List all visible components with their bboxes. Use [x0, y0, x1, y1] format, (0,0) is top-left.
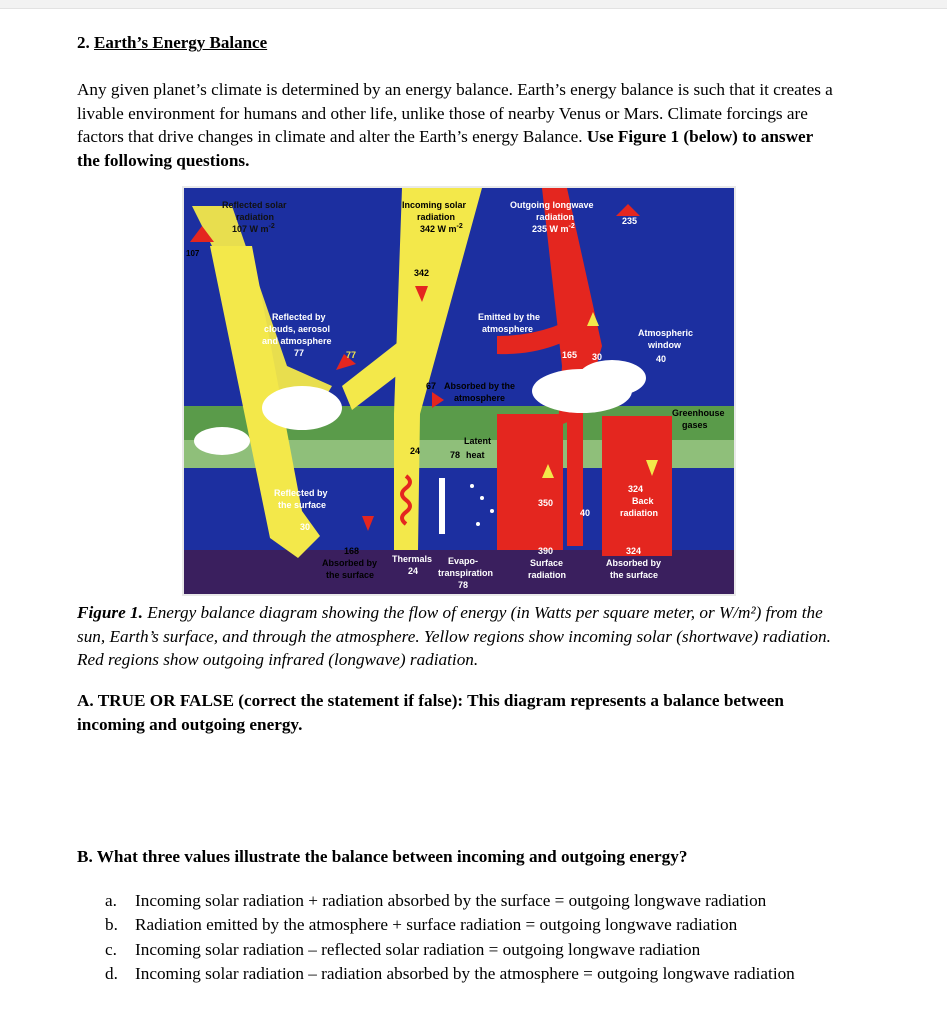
latent-heat-value: 78 — [450, 450, 461, 460]
surface-up-value: 350 — [538, 498, 554, 508]
reflected-clouds-arrow-value: 77 — [346, 350, 357, 360]
cloud-middle — [262, 386, 342, 430]
reflected-surface-label-2: the surface — [278, 500, 327, 510]
incoming-solar-label-3: 342 W $m^{-2}$ — [420, 223, 463, 234]
absorbed-surface-label-1: Absorbed by — [322, 558, 378, 568]
figure-caption — [77, 601, 837, 672]
evapotranspiration-label-1: Evapo- — [448, 556, 479, 566]
intro-text: Any given planet’s climate is determined by an energy balance. Earth’s energy balance is such that it creates a livable environment for humans and other life, unlike those of nearby Venus or Mars. Climate forcings are factors that drive changes in climate and alter the Earth’s energy Balance. — [77, 80, 833, 146]
incoming-solar-label-2: radiation — [417, 212, 456, 222]
latent-heat-bar — [439, 478, 445, 534]
incoming-solar-label-1: Incoming solar — [402, 200, 467, 210]
vapor-dot — [480, 496, 484, 500]
back-radiation-value: 324 — [628, 484, 644, 494]
section-heading — [77, 33, 267, 53]
energy-balance-diagram — [182, 186, 736, 596]
surface-radiation-label-2: radiation — [528, 570, 567, 580]
caption-text: Energy balance diagram showing the flow of energy (in Watts per square meter, or W/m²) from the sun, Earth’s surface, and through the atmosphere. Yellow regions show incoming solar (shortwave) radiation. Red regions show outgoing infrared (longwave) radiation. — [77, 603, 831, 669]
option-letter: c. — [105, 939, 117, 959]
absorbed-surface-324-value: 324 — [626, 546, 642, 556]
reflected-clouds-label-1: Reflected by — [272, 312, 326, 322]
reflected-clouds-value: 77 — [294, 348, 305, 358]
question-a: A. TRUE OR FALSE (correct the statement if false): This diagram represents a balance between incoming and outgoing energy. — [77, 691, 784, 734]
vapor-dot — [476, 522, 480, 526]
reflected-surface-value: 30 — [300, 522, 311, 532]
thermals-value: 24 — [408, 566, 419, 576]
answer-option — [105, 913, 835, 937]
atmospheric-window-label-1: Atmospheric — [638, 328, 694, 338]
answer-option — [105, 938, 835, 962]
surface-radiation-column — [497, 414, 563, 550]
outgoing-longwave-value: 235 — [622, 216, 638, 226]
absorbed-surface-label-2: the surface — [326, 570, 375, 580]
vapor-dot — [470, 484, 474, 488]
absorbed-atmosphere-label-1: Absorbed by the — [444, 381, 516, 391]
section-title: Earth’s Energy Balance — [94, 33, 268, 52]
section-number: 2. — [77, 33, 90, 52]
option-letter: d. — [105, 963, 118, 983]
surface-window-value: 40 — [580, 508, 591, 518]
reflected-surface-label-1: Reflected by — [274, 488, 328, 498]
answer-options — [105, 889, 835, 986]
absorbed-surface-324-label-1: Absorbed by — [606, 558, 662, 568]
surface-radiation-value: 390 — [538, 546, 554, 556]
option-text: Incoming solar radiation – reflected solar radiation = outgoing longwave radiation — [135, 939, 701, 959]
vapor-dot — [490, 509, 494, 513]
reflected-clouds-label-2: clouds, aerosol — [264, 324, 331, 334]
thermals-label: Thermals — [392, 554, 433, 564]
evapotranspiration-label-2: transpiration — [438, 568, 494, 578]
intro-instruction: Use Figure 1 (below) to answer the following questions. — [77, 127, 813, 170]
option-letter: a. — [105, 891, 117, 910]
absorbed-surface-324-label-2: the surface — [610, 570, 659, 580]
atmospheric-window-value: 40 — [656, 354, 667, 364]
emitted-atmosphere-label-2: atmosphere — [482, 324, 534, 334]
reflected-solar-value: 107 — [186, 249, 200, 258]
emitted-atmosphere-label-1: Emitted by the — [478, 312, 541, 322]
question-b: B. What three values illustrate the balance between incoming and outgoing energy? — [77, 847, 688, 866]
reflected-solar-label-3: 107 W $m^{-2}$ — [232, 223, 275, 234]
absorbed-surface-value: 168 — [344, 546, 360, 556]
reflected-solar-label-2: radiation — [236, 212, 275, 222]
back-radiation-label-1: Back — [632, 496, 654, 506]
option-text: Radiation emitted by the atmosphere + surface radiation = outgoing longwave radiation — [135, 915, 738, 935]
option-letter: b. — [105, 915, 118, 935]
emitted-atmosphere-value-2: 30 — [592, 352, 603, 362]
caption-label: Figure 1. — [77, 603, 143, 622]
latent-heat-label-2: heat — [466, 450, 485, 460]
option-text: Incoming solar radiation – radiation absorbed by the atmosphere = outgoing longwave radiation — [135, 963, 795, 983]
outgoing-longwave-label-1: Outgoing longwave — [510, 200, 594, 210]
atmospheric-window-value-2: 40 — [610, 366, 621, 376]
thermals-value-top: 24 — [410, 446, 421, 456]
atmospheric-window-label-2: window — [648, 340, 681, 350]
intro-paragraph — [77, 78, 837, 172]
absorbed-atmosphere-value: 67 — [426, 381, 437, 391]
reflected-solar-label-1: Reflected solar — [222, 200, 287, 210]
incoming-solar-value: 342 — [414, 268, 430, 278]
absorbed-atmosphere-label-2: atmosphere — [454, 393, 506, 403]
back-radiation-label-2: radiation — [620, 508, 659, 518]
greenhouse-gases-label-1: Greenhouse — [672, 408, 725, 418]
outgoing-longwave-label-2: radiation — [536, 212, 575, 222]
greenhouse-gases-label-2: gases — [682, 420, 708, 430]
page-top-edge — [0, 0, 947, 9]
surface-radiation-label-1: Surface — [530, 558, 564, 568]
reflected-clouds-label-3: and atmosphere — [262, 336, 332, 346]
evapotranspiration-value: 78 — [458, 580, 469, 590]
outgoing-longwave-label-3: 235 W $m^{-2}$ — [532, 223, 575, 234]
energy-balance-figure — [182, 186, 736, 596]
cloud-left — [194, 427, 250, 455]
answer-option — [105, 962, 835, 986]
option-text: Incoming solar radiation + radiation absorbed by the surface = outgoing longwave radiation — [135, 891, 767, 910]
answer-option — [105, 889, 835, 913]
emitted-atmosphere-value: 165 — [562, 350, 578, 360]
latent-heat-label-1: Latent — [464, 436, 491, 446]
